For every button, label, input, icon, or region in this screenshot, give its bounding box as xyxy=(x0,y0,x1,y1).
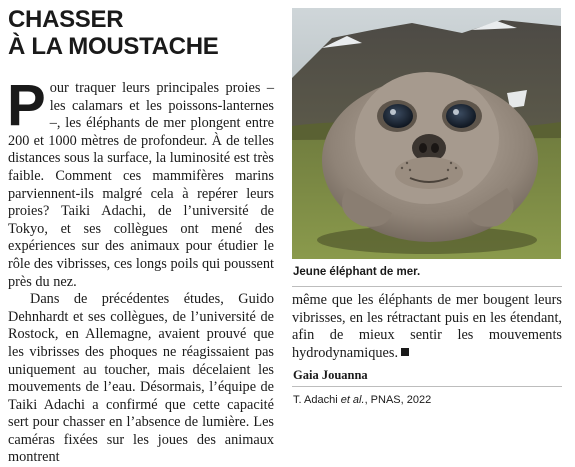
credit-divider xyxy=(292,386,562,387)
photo-caption: Jeune éléphant de mer. xyxy=(293,266,421,278)
credit-journal: , PNAS, 2022 xyxy=(364,394,432,406)
source-credit xyxy=(293,394,431,406)
paragraph-1-text: our traquer leurs principales proies – les calamars et les poissons-lanternes –, les éléphants de mer plongent entre 200 et 1000 mètres de profondeur. À de telles distances sous la surface, la luminosité est très faible. Comment ces mammifères marins parviennent-ils malgré cela à repérer leurs proies? Taiki Adachi, de l’université de Tokyo, et ses collègues ont mené des expériences sur des animaux pour étudier le rôle des vibrisses, ces longs poils qui poussent près du nez. xyxy=(8,80,274,290)
credit-etal: et al. xyxy=(340,394,365,406)
elephant-seal-illustration xyxy=(292,8,561,259)
paragraph-3-text: même que les éléphants de mer bougent leurs vibrisses, en les rétractant puis en les étendant, afin de mieux sentir les mouvements hydrodynamiques. xyxy=(292,292,562,361)
article-body-left-column xyxy=(7,73,274,467)
drop-cap: P xyxy=(7,73,46,138)
author-name: Gaia Jouanna xyxy=(293,368,368,382)
credit-author: T. Adachi xyxy=(293,394,341,406)
article-headline xyxy=(8,6,283,60)
paragraph-1 xyxy=(7,73,274,291)
end-of-article-mark xyxy=(401,348,409,356)
article-body-right-column xyxy=(292,292,562,362)
headline-line-2: À LA MOUSTACHE xyxy=(8,33,219,60)
paragraph-3 xyxy=(292,292,562,362)
caption-divider xyxy=(292,286,562,287)
elephant-seal-photo xyxy=(292,8,561,259)
headline-line-1: CHASSER xyxy=(8,6,124,33)
paragraph-2: Dans de précédentes études, Guido Dehnhardt et ses collègues, de l’université de Rostock, en Allemagne, avaient prouvé que les vibrisses des phoques ne réagissaient pas uniquement au toucher, mais décelaient les mouvements de l’eau. Désormais, l’équipe de Taiki Adachi a confirmé que cette capacité sert pour chasser en l’absence de lumière. Les caméras fixées sur les joues des animaux montrent xyxy=(8,291,274,466)
